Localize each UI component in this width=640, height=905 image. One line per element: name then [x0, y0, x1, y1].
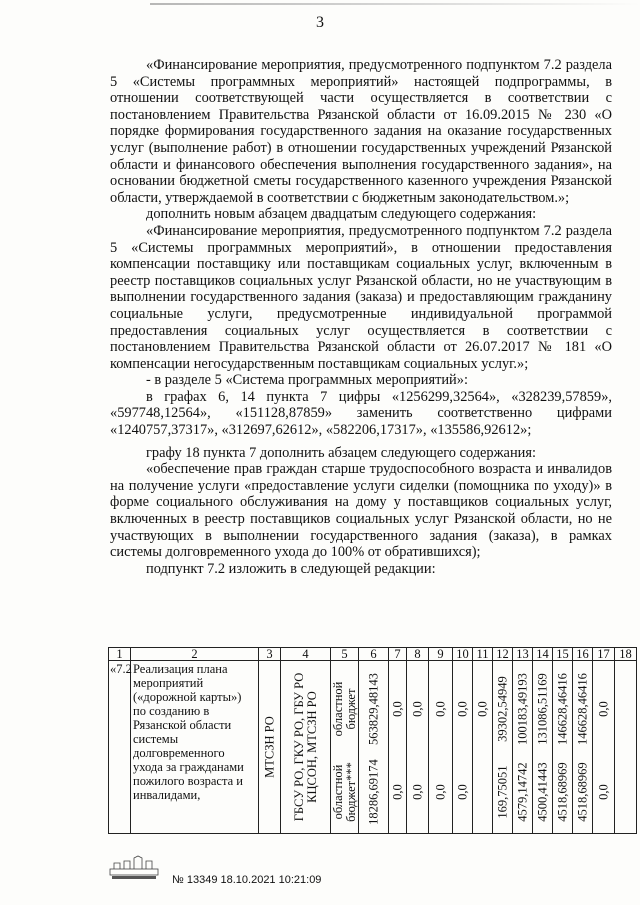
value-top: 39302,54949	[495, 676, 509, 742]
paragraph-financing: «Финансирование мероприятия, предусмотренного подпунктом 7.2 раздела 5 «Системы программных мероприятий» настоящей подпрограммы, в отношении соответствующей части осуществляется в соответствии с постановлением Правительства Рязанской области от 16.09.2015 № 230 «О порядке формирования государственного задания на оказание государственных услуг (выполнение работ) в отношении государственных учреждений Рязанской области и финансового обеспечения выполнения государственного задания», на основании бюджетной сметы государственного казенного учреждения Рязанской области, утверждаемой в соответствии с бюджетным законодательством.»;	[110, 57, 612, 206]
value-bottom: 4518,68969	[555, 762, 569, 822]
measure-description: Реализация плана мероприятий («дорожной карты») по созданию в Рязанской области системы долговременного ухода за гражданами пожилого возраста и инвалидами,	[133, 662, 244, 802]
value-bottom: 4579,14742	[515, 762, 529, 822]
value-top: 0,0	[410, 701, 424, 717]
paragraph-column18: графу 18 пункта 7 дополнить абзацем следующего содержания:	[146, 444, 536, 461]
header-cell: 14	[533, 648, 553, 661]
participants-line2: КЦСОН, МТСЗН РО	[304, 691, 319, 803]
responsible-executor: МТСЗН РО	[262, 716, 276, 778]
header-cell: 13	[513, 648, 533, 661]
cell-year	[513, 661, 533, 834]
page-number: 3	[316, 14, 324, 31]
header-cell: 17	[593, 648, 615, 661]
header-cell: 6	[359, 648, 389, 661]
cell-year	[553, 661, 573, 834]
participants	[293, 673, 319, 822]
paragraph-add-abzac: дополнить новым абзацем двадцатым следующего содержания:	[146, 206, 537, 223]
source-top-line2: бюджет	[343, 688, 358, 730]
header-cell: 5	[331, 648, 359, 661]
value-bottom: 0,0	[596, 783, 610, 800]
source-top-line1: областной	[330, 681, 345, 737]
header-cell: 16	[573, 648, 593, 661]
source-bottom-line1: областной	[330, 764, 345, 820]
source-bottom	[332, 762, 358, 822]
value-bottom: 0,0	[410, 783, 424, 800]
program-measures-table	[108, 647, 637, 834]
table-row	[109, 661, 637, 834]
cell-year	[533, 661, 553, 834]
header-cell: 7	[389, 648, 407, 661]
scan-edge-line	[0, 3, 640, 5]
value-top: 131086,51169	[535, 673, 549, 745]
value-bottom: 4518,68969	[575, 762, 589, 822]
value-top: 0,0	[433, 701, 447, 717]
value-top: 146628,46416	[555, 673, 569, 746]
item-number: «7.2	[110, 662, 132, 676]
cell-year	[407, 661, 429, 834]
value-top: 100183,49193	[515, 673, 529, 746]
cell-responsible	[259, 661, 281, 834]
value-bottom: 169,75051	[495, 765, 509, 819]
cell-participants	[281, 661, 331, 834]
paragraph-financing-compensation: «Финансирование мероприятия, предусмотренного подпунктом 7.2 раздела 5 «Системы программных мероприятий», в отношении предоставления компенсации поставщику или поставщикам социальных услуг, включенным в реестр поставщиков социальных услуг Рязанской области, но не участвующим в выполнении государственного задания (заказа) и предоставляющим гражданину социальные услуги, предусмотренные индивидуальной программой предоставления социальных услуг осуществляется в соответствии с постановлением Правительства Рязанской области от 26.07.2017 № 181 «О компенсации негосударственным поставщикам социальных услуг.»;	[110, 222, 612, 372]
value-top: 0,0	[596, 701, 610, 717]
value-top: 563829,48143	[366, 673, 380, 746]
table-header-row	[109, 648, 637, 661]
header-cell: 3	[259, 648, 281, 661]
value-bottom: 18286,69174	[366, 758, 380, 825]
value-bottom: 0,0	[455, 783, 469, 800]
header-cell: 2	[131, 648, 259, 661]
header-cell: 1	[109, 648, 131, 661]
paragraph-replace-figures: в графах 6, 14 пункта 7 цифры «1256299,32564», «328239,57859», «597748,12564», «151128,87859» заменить соответственно цифрами «1240757,37317», «312697,62612», «582206,17317», «135586,92612»;	[110, 388, 612, 439]
document-body	[110, 57, 612, 577]
participants-line1: ГБСУ РО, ГКУ РО, ГБУ РО	[291, 672, 306, 822]
value-top: 0,0	[475, 701, 489, 717]
header-cell: 9	[429, 648, 453, 661]
paragraph-subitem-72: подпункт 7.2 изложить в следующей редакции:	[146, 560, 436, 577]
value-bottom: 0,0	[390, 783, 404, 800]
cell-description	[131, 661, 259, 834]
cell-source	[331, 661, 359, 834]
cell-year	[429, 661, 453, 834]
header-cell: 15	[553, 648, 573, 661]
cell-year	[453, 661, 473, 834]
header-cell: 10	[453, 648, 473, 661]
source-top	[332, 682, 358, 737]
header-cell: 11	[473, 648, 493, 661]
cell-number	[109, 661, 131, 834]
government-seal-icon	[106, 855, 162, 881]
header-cell: 8	[407, 648, 429, 661]
value-bottom: 4500,41443	[535, 762, 549, 822]
header-cell: 4	[281, 648, 331, 661]
cell-year	[389, 661, 407, 834]
paragraph-provision: «обеспечение прав граждан старше трудоспособного возраста и инвалидов на получение услуги «предоставление услуги сиделки (помощника по уходу)» в форме социального обслуживания на дому у поставщиков социальных услуг, включенных в реестр поставщиков социальных услуг Рязанской области, но не участвующих в выполнении государственного задания (заказа), в рамках системы долговременного ухода до 100% от обратившихся);	[110, 461, 612, 561]
cell-total	[359, 661, 389, 834]
paragraph-section5: - в разделе 5 «Система программных мероприятий»:	[146, 372, 468, 389]
header-cell: 12	[493, 648, 513, 661]
value-top: 0,0	[390, 701, 404, 717]
registration-stamp: № 13349 18.10.2021 10:21:09	[172, 874, 322, 886]
cell-year	[593, 661, 615, 834]
cell-year	[573, 661, 593, 834]
cell-year	[493, 661, 513, 834]
header-cell: 18	[615, 648, 637, 661]
cell-result	[615, 661, 637, 834]
value-bottom: 0,0	[433, 783, 447, 800]
source-bottom-line2: бюджет***	[343, 761, 358, 822]
cell-year	[473, 661, 493, 834]
value-top: 0,0	[455, 701, 469, 717]
value-top: 146628,46416	[575, 673, 589, 746]
